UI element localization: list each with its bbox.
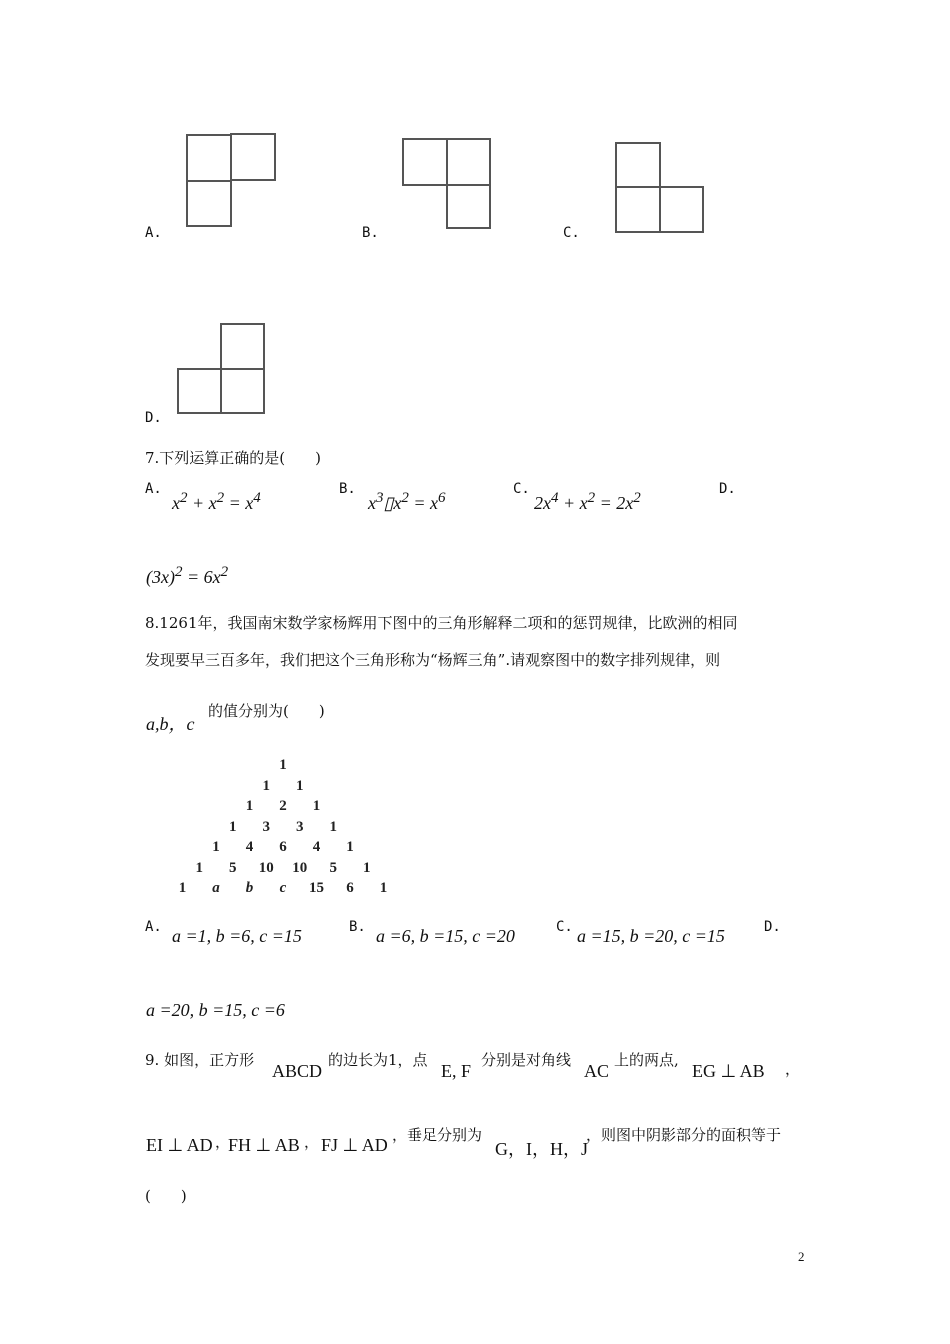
triangle-cell: 1 <box>262 777 270 794</box>
triangle-cell: 2 <box>279 798 287 814</box>
triangle-cell: 5 <box>229 859 237 876</box>
q9-diagonal: AC <box>584 1061 610 1081</box>
triangle-cell: 1 <box>363 859 371 876</box>
triangle-cell: 4 <box>245 839 254 855</box>
q9-condition-4: FJ ⊥ AD <box>321 1135 388 1155</box>
q9-comma-1: ， <box>785 1060 801 1078</box>
q8-option-c-label[interactable]: C. <box>556 919 573 935</box>
triangle-cell: 15 <box>309 880 324 896</box>
q7-option-b-label[interactable]: B. <box>339 481 356 497</box>
q7-option-c-expr: $2x^4 + x^2 = 2x^2$ <box>534 490 641 513</box>
q8-stem-line1: 8.1261年，我国南宋数学家杨辉用下图中的三角形解释二项和的惩罚规律，比欧洲的相同 <box>145 614 738 632</box>
q9-square-name: ABCD <box>272 1061 323 1081</box>
q8-option-a-expr: a =1, b =6, c =15 <box>172 926 302 946</box>
q9-points-ef: E, F <box>441 1061 472 1081</box>
q9-condition-1: EG ⊥ AB <box>692 1061 765 1081</box>
triangle-cell: 5 <box>329 859 337 876</box>
triangle-cell: 1 <box>346 839 354 855</box>
option-b-figure <box>401 137 493 231</box>
q7-stem: 7.下列运算正确的是( ) <box>145 449 322 467</box>
option-a-figure <box>185 133 277 229</box>
q8-option-a-label[interactable]: A. <box>145 919 162 935</box>
q7-option-d-expr: $(3x)^2 = 6x^2$ <box>146 564 229 587</box>
triangle-cell: 1 <box>279 757 287 773</box>
triangle-cell: 1 <box>379 880 388 896</box>
q8-option-b-label[interactable]: B. <box>349 919 366 935</box>
q9-intro: 9. 如图，正方形 <box>145 1051 255 1069</box>
triangle-cell: 10 <box>292 859 308 876</box>
triangle-cell: 1 <box>195 859 203 876</box>
q9-condition-2: EI ⊥ AD <box>146 1135 213 1155</box>
triangle-cell: 1 <box>212 839 220 855</box>
q8-stem-line2: 发现要早三百多年，我们把这个三角形称为“杨辉三角”.请观察图中的数字排列规律，则 <box>145 651 721 669</box>
triangle-cell: 6 <box>279 839 287 855</box>
q8-option-d-label[interactable]: D. <box>764 919 781 935</box>
triangle-cell: c <box>279 880 287 896</box>
triangle-cell: 4 <box>312 839 321 855</box>
triangle-cell: b <box>245 880 254 896</box>
triangle-cell: 1 <box>296 777 304 794</box>
triangle-cell: 3 <box>262 818 270 835</box>
q8-stem-vars: a,b，c <box>146 714 195 734</box>
triangle-cell: 3 <box>296 818 304 835</box>
option-a-label[interactable]: A. <box>145 225 162 241</box>
triangle-cell: a <box>212 880 220 896</box>
q8-option-b-expr: a =6, b =15, c =20 <box>376 926 515 946</box>
q9-sep-2: ， <box>215 1133 231 1151</box>
q7-option-d-label[interactable]: D. <box>719 481 736 497</box>
q9-feet: G，I，H，J <box>495 1139 588 1159</box>
page-number: 2 <box>798 1249 805 1264</box>
q7-option-b-expr: $x^3▯x^2 = x^6$ <box>368 490 446 513</box>
q9-text-4: ，垂足分别为 <box>392 1126 483 1144</box>
triangle-cell: 1 <box>312 798 321 814</box>
triangle-cell: 1 <box>329 818 337 835</box>
q9-condition-3: FH ⊥ AB <box>228 1135 300 1155</box>
q9-answer-paren: ( ) <box>145 1187 187 1205</box>
option-c-figure <box>614 141 706 235</box>
q8-option-d-expr: a =20, b =15, c =6 <box>146 1000 285 1020</box>
q7-option-a-expr: $x^2 + x^2 = x^4$ <box>172 490 261 513</box>
q9-sep-3: ， <box>304 1133 320 1151</box>
triangle-cell: 1 <box>245 798 254 814</box>
q9-text-3: 上的两点, <box>614 1051 679 1069</box>
triangle-cell: 6 <box>346 880 354 896</box>
q9-text-2: 分别是对角线 <box>481 1051 572 1069</box>
triangle-cell: 1 <box>229 818 237 835</box>
q7-option-c-label[interactable]: C. <box>513 481 530 497</box>
triangle-cell: 1 <box>178 880 187 896</box>
option-b-label[interactable]: B. <box>362 225 379 241</box>
triangle-cell: 10 <box>258 859 274 876</box>
q7-option-a-label[interactable]: A. <box>145 481 162 497</box>
option-c-label[interactable]: C. <box>563 225 580 241</box>
q9-text-5: ，则图中阴影部分的面积等于 <box>586 1126 782 1144</box>
option-d-figure <box>176 322 268 416</box>
q8-stem-tail: 的值分别为( ) <box>208 702 325 720</box>
q9-text-1: 的边长为1，点 <box>328 1051 428 1069</box>
q8-option-c-expr: a =15, b =20, c =15 <box>577 926 725 946</box>
option-d-label[interactable]: D. <box>145 410 162 426</box>
